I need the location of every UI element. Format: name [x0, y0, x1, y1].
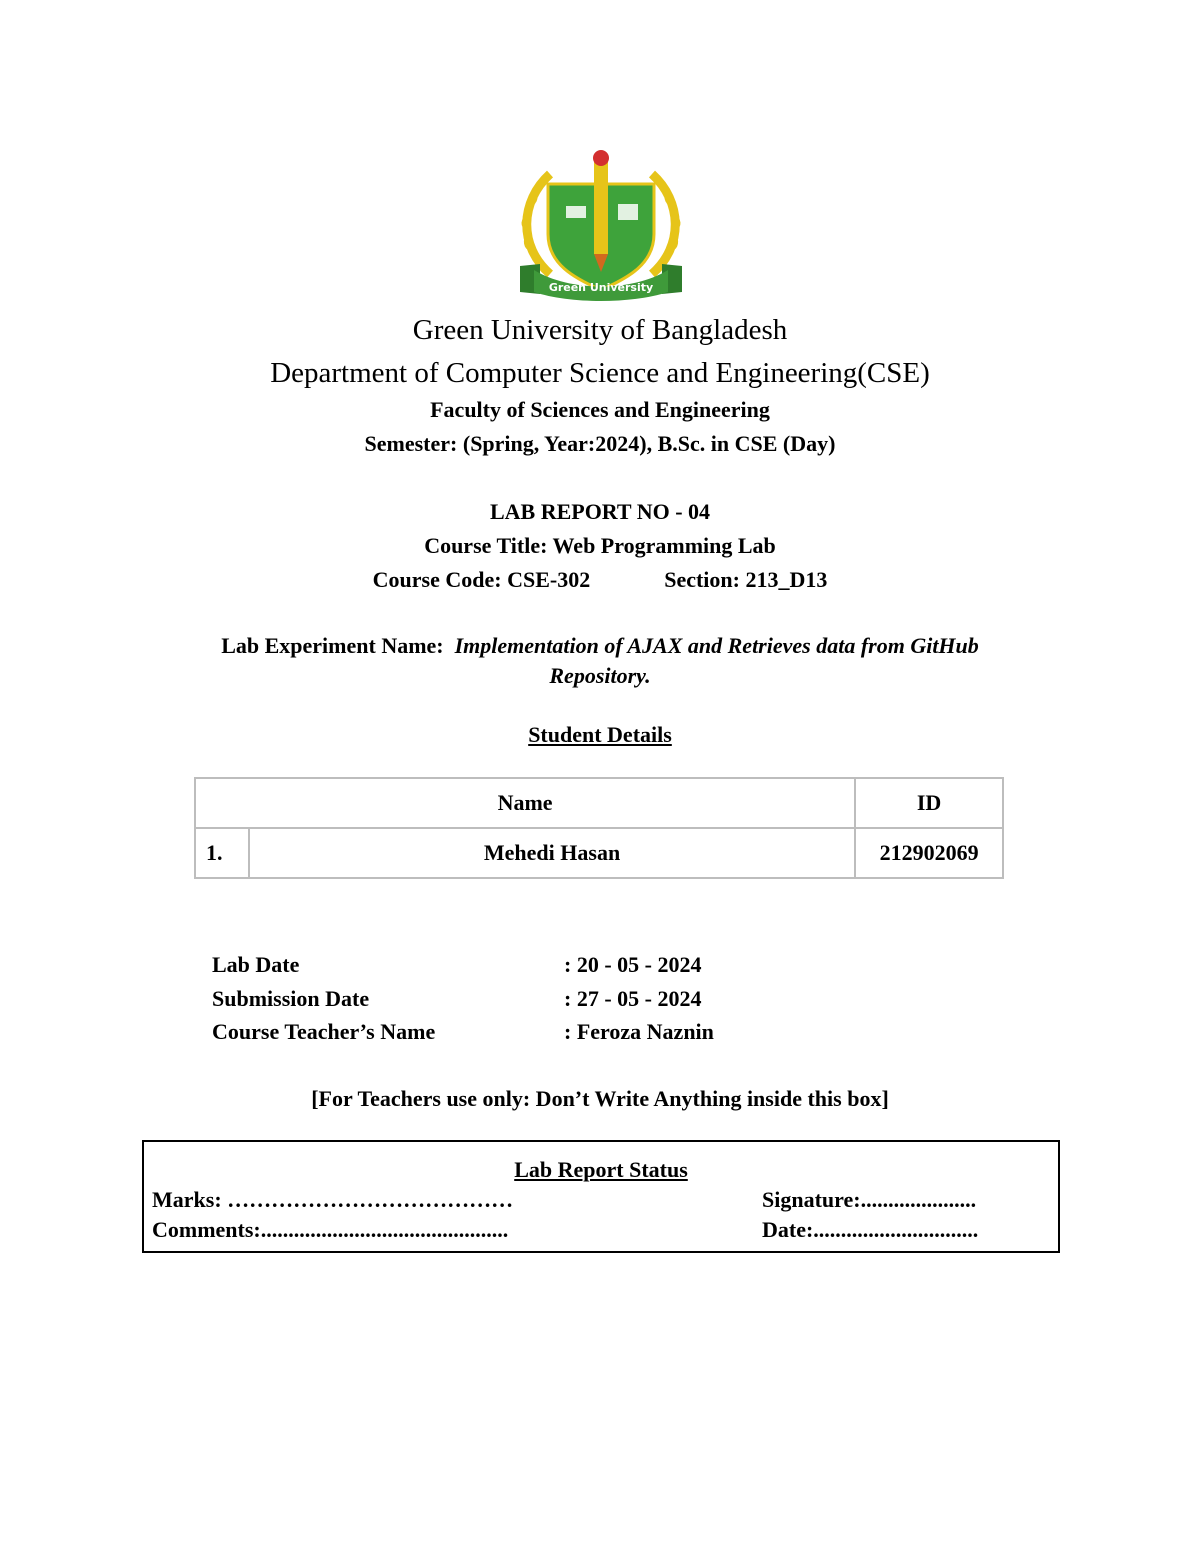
- teacher-use-note: [For Teachers use only: Don’t Write Anything inside this box]: [311, 1086, 889, 1111]
- pen-icon: [594, 162, 608, 254]
- lab-date-label: Lab Date: [212, 952, 300, 977]
- student-table: [194, 777, 1004, 879]
- lab-date-row: [212, 951, 701, 979]
- logo-ribbon-text: Green University: [548, 281, 654, 294]
- teacher-name-label: Course Teacher’s Name: [212, 1019, 436, 1044]
- semester-info: Semester: (Spring, Year:2024), B.Sc. in CSE (Day): [364, 431, 836, 456]
- teacher-name-row: [212, 1018, 714, 1046]
- table-row: [195, 828, 1003, 878]
- experiment-name-continued: Repository.: [549, 663, 651, 688]
- university-crest-icon: [510, 146, 692, 304]
- experiment-name-line: [0, 632, 1200, 660]
- department-name: Department of Computer Science and Engineering(CSE): [270, 357, 930, 389]
- row-number: 1.: [195, 828, 249, 878]
- lab-date-value: : 20 - 05 - 2024: [564, 952, 702, 977]
- submission-date-row: [212, 985, 701, 1013]
- university-logo: [510, 146, 692, 304]
- column-header-name: Name: [195, 778, 855, 828]
- signature-field: Signature:.....................: [762, 1187, 977, 1212]
- course-title: Course Title: Web Programming Lab: [424, 533, 776, 558]
- faculty-name: Faculty of Sciences and Engineering: [430, 397, 770, 422]
- student-details-heading: Student Details: [528, 722, 672, 747]
- section: Section: 213_D13: [664, 567, 828, 592]
- student-name: Mehedi Hasan: [249, 828, 855, 878]
- comments-field: Comments:.............................................: [152, 1217, 509, 1242]
- lab-report-number: LAB REPORT NO - 04: [489, 499, 711, 524]
- university-name: Green University of Bangladesh: [412, 314, 788, 346]
- teacher-name-value: : Feroza Naznin: [564, 1019, 714, 1044]
- marks-field: Marks: …………………………………: [152, 1187, 514, 1212]
- table-header-row: [195, 778, 1003, 828]
- course-code: Course Code: CSE-302: [372, 567, 591, 592]
- submission-date-label: Submission Date: [212, 986, 370, 1011]
- date-field: Date:..............................: [762, 1217, 979, 1242]
- column-header-id: ID: [855, 778, 1003, 828]
- experiment-label: Lab Experiment Name:: [221, 633, 444, 658]
- submission-date-value: : 27 - 05 - 2024: [564, 986, 702, 1011]
- lab-report-status-box: [142, 1140, 1060, 1253]
- experiment-name: Implementation of AJAX and Retrieves data from GitHub: [454, 633, 979, 658]
- student-id: 212902069: [855, 828, 1003, 878]
- course-code-section-line: [0, 566, 1200, 594]
- status-title: Lab Report Status: [514, 1157, 688, 1182]
